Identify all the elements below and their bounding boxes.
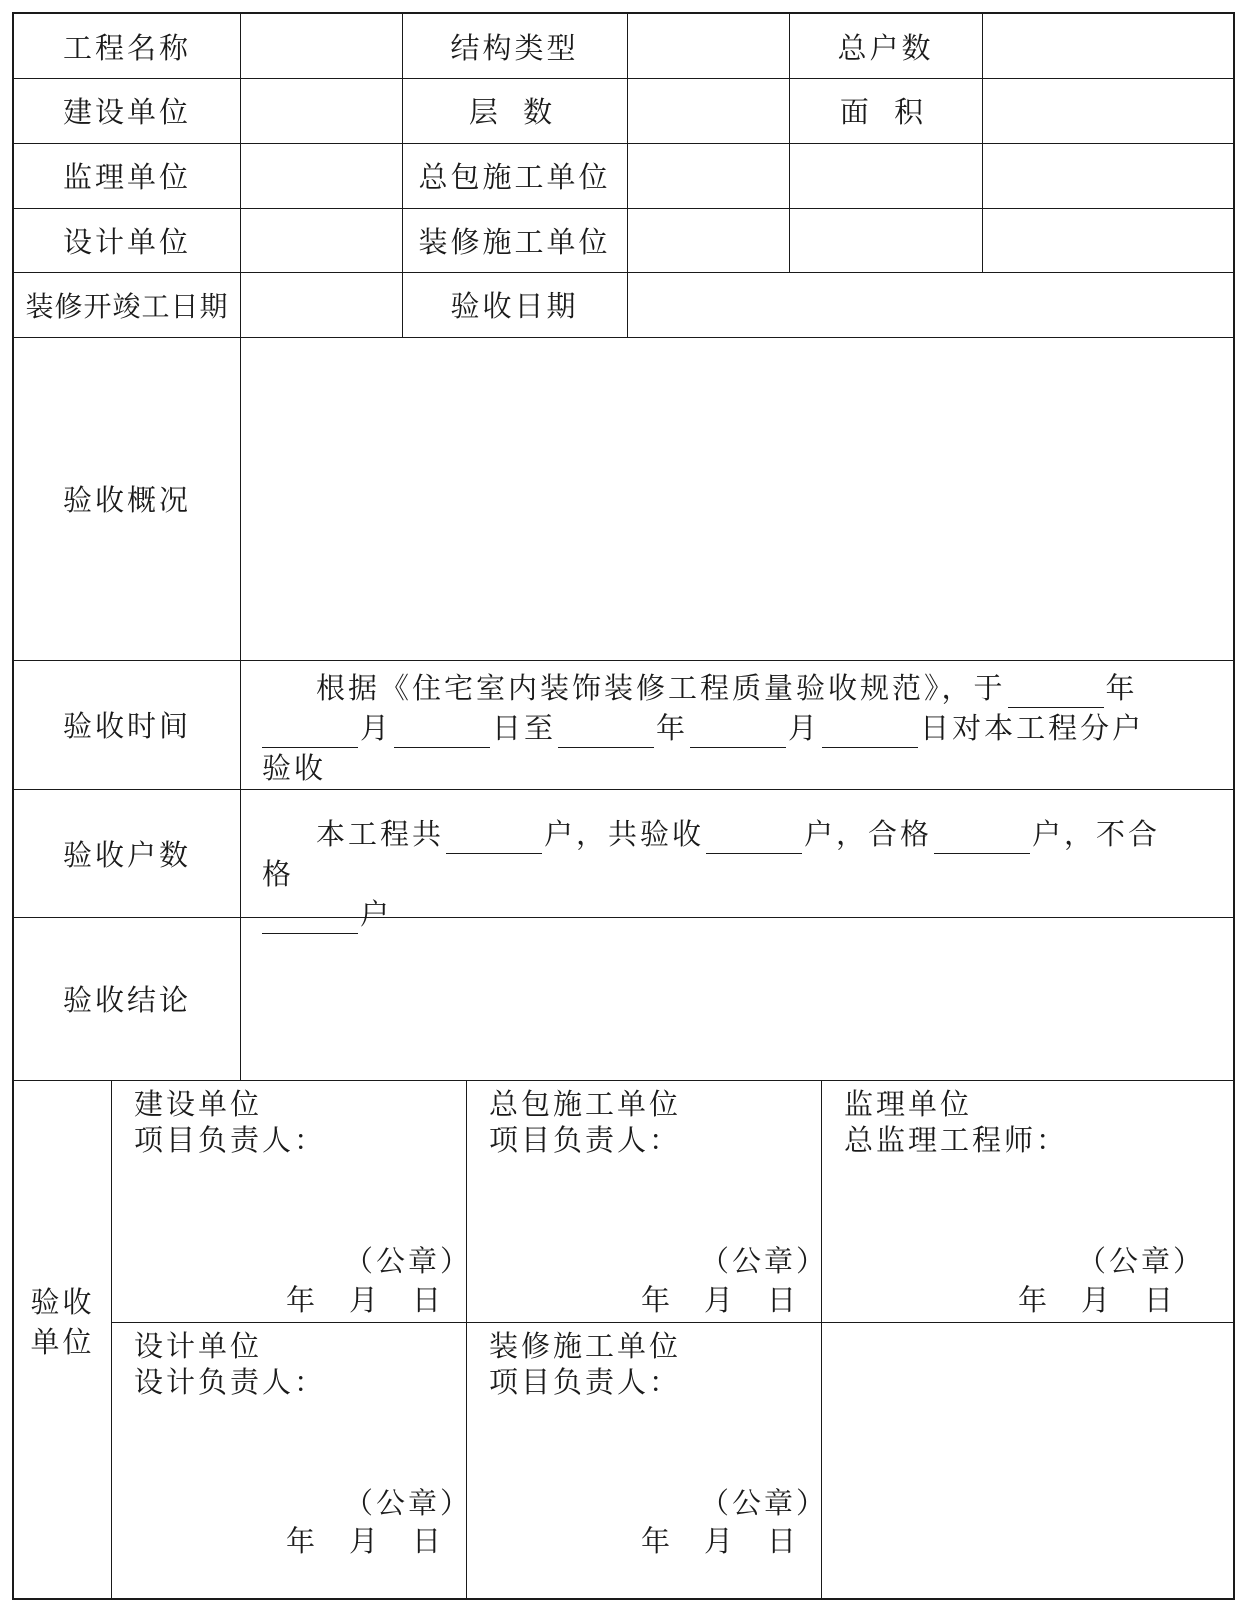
month-end-blank[interactable]	[690, 717, 786, 748]
label-conclusion: 验收结论	[62, 983, 191, 1017]
failed-blank[interactable]	[262, 903, 358, 934]
label-developer: 建设单位	[62, 95, 191, 129]
col-divider	[982, 14, 983, 272]
acceptance-time-text: 根据《住宅室内装饰装修工程质量验收规范》，于 年 月 日至 年 月 日对本工程分户 验收	[262, 671, 1145, 785]
official-seal-label: （公章）	[700, 1244, 829, 1278]
label-project-name: 工程名称	[62, 30, 191, 65]
label-decoration-contractor: 装修施工单位	[418, 224, 611, 259]
label-acceptance-date: 验收日期	[450, 289, 579, 323]
official-seal-label: （公章）	[700, 1486, 829, 1520]
row-divider	[111, 1322, 1233, 1323]
acceptance-form	[12, 12, 1235, 1600]
col-divider	[111, 1080, 112, 1598]
label-structure-type: 结构类型	[450, 30, 579, 65]
sign-date: 年 月 日	[286, 1283, 442, 1317]
label-general-contractor: 总包施工单位	[418, 160, 611, 194]
total-blank[interactable]	[446, 823, 542, 854]
day-blank[interactable]	[394, 717, 490, 748]
month-blank[interactable]	[262, 717, 358, 748]
sign-block-general-contractor: 总包施工单位 项目负责人：	[489, 1087, 682, 1157]
sign-block-developer: 建设单位 项目负责人：	[134, 1087, 327, 1157]
year-blank[interactable]	[1008, 677, 1104, 708]
label-supervisor: 监理单位	[62, 160, 191, 194]
household-count-text: 本工程共 户，共验收 户，合格 户，不合格 户	[262, 814, 1192, 934]
official-seal-label: （公章）	[344, 1244, 473, 1278]
official-seal-label: （公章）	[1077, 1244, 1206, 1278]
sign-date: 年 月 日	[641, 1524, 797, 1558]
label-acceptance-units: 验收 单位	[30, 1285, 95, 1359]
label-decoration-dates: 装修开竣工日期	[25, 289, 229, 323]
sign-date: 年 月 日	[641, 1283, 797, 1317]
year-end-blank[interactable]	[558, 717, 654, 748]
checked-blank[interactable]	[706, 823, 802, 854]
label-floors: 层 数	[468, 95, 561, 129]
sign-block-decoration-contractor: 装修施工单位 项目负责人：	[489, 1329, 682, 1399]
row-divider	[14, 1080, 1233, 1081]
sign-block-supervisor: 监理单位 总监理工程师：	[844, 1087, 1069, 1157]
label-household-count: 验收户数	[62, 837, 191, 872]
sign-date: 年 月 日	[1018, 1283, 1174, 1317]
col-divider	[240, 14, 241, 1080]
label-area: 面 积	[839, 95, 932, 129]
sign-date: 年 月 日	[286, 1524, 442, 1558]
label-acceptance-time: 验收时间	[62, 709, 191, 743]
passed-blank[interactable]	[934, 823, 1030, 854]
label-acceptance-overview: 验收概况	[62, 483, 191, 517]
label-total-households: 总户数	[837, 30, 934, 65]
sign-block-designer: 设计单位 设计负责人：	[134, 1329, 327, 1399]
col-divider	[627, 14, 628, 337]
label-designer: 设计单位	[62, 224, 191, 259]
day-end-blank[interactable]	[822, 717, 918, 748]
official-seal-label: （公章）	[344, 1486, 473, 1520]
